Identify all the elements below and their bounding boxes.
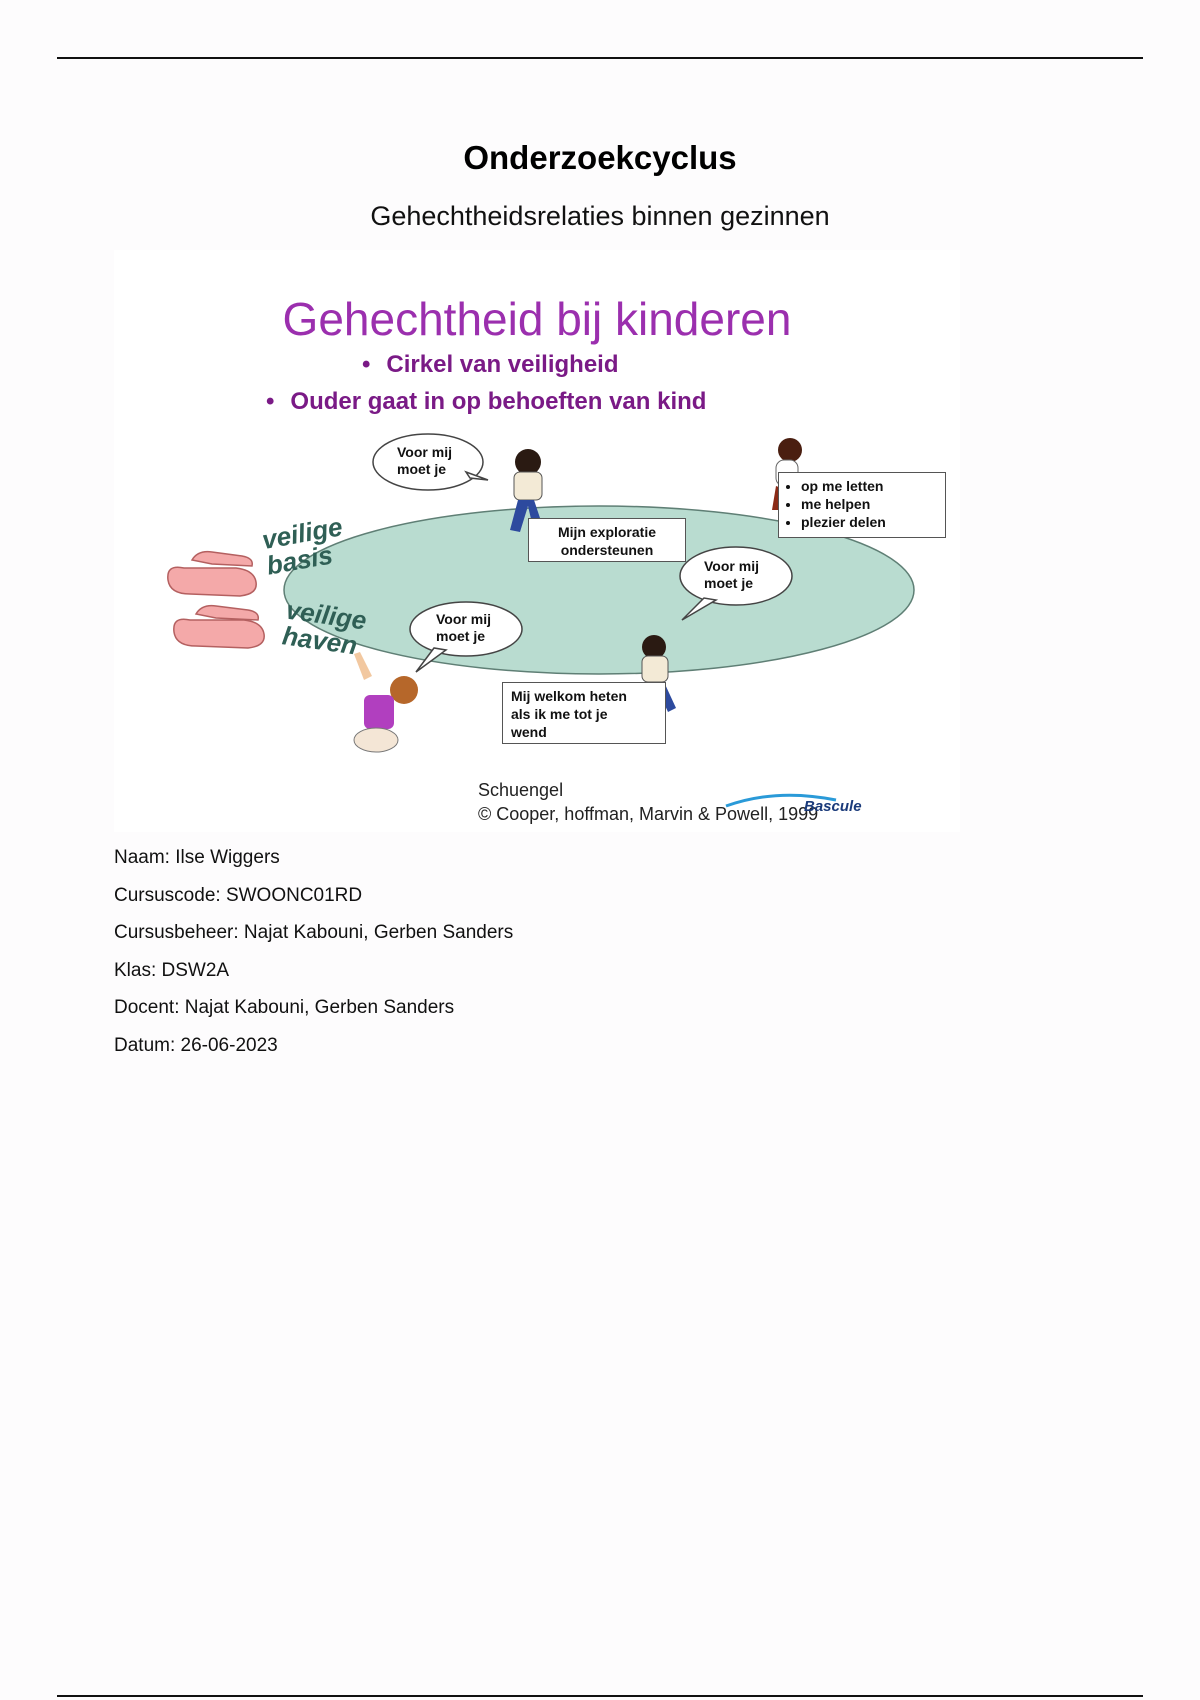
hands-icon: [168, 552, 264, 648]
document-metadata: [114, 846, 513, 1071]
meta-cursuscode: Cursuscode: SWOONC01RD: [114, 884, 363, 906]
figure-title: Gehechtheid bij kinderen: [282, 293, 792, 345]
meta-klas: Klas: DSW2A: [114, 959, 230, 981]
bullet-icon: •: [266, 388, 275, 415]
meta-docent: Docent: Najat Kabouni, Gerben Sanders: [114, 997, 455, 1018]
label-veilige-basis: veilige basis: [259, 511, 345, 581]
exploration-box: Mijn exploratie ondersteunen: [528, 518, 686, 562]
meta-datum: Datum: 26-06-2023: [114, 1034, 278, 1056]
needs-list-item: • me helpen: [801, 495, 937, 513]
needs-list-box: [778, 472, 946, 538]
meta-cursusbeheer: Cursusbeheer: Najat Kabouni, Gerben Sanders: [114, 922, 514, 943]
document-title: Onderzoekcyclus: [463, 139, 737, 176]
needs-list-item: • op me letten: [801, 477, 937, 495]
footer-rule: [57, 1695, 1143, 1697]
document-subtitle: Gehechtheidsrelaties binnen gezinnen: [370, 201, 830, 231]
bullet-icon: •: [362, 351, 371, 378]
speech-bubble-right: Voor mij moet je: [704, 558, 759, 591]
attachment-diagram: [114, 250, 960, 832]
speech-bubble-top: Voor mij moet je: [397, 444, 452, 477]
label-veilige-haven: veilige haven: [280, 594, 369, 661]
bascule-logo: Bascule: [804, 798, 862, 815]
bullet-item: • Ouder gaat in op behoeften van kind: [266, 388, 707, 415]
meta-naam: Naam: Ilse Wiggers: [114, 847, 280, 868]
speech-bubble-bottom: Voor mij moet je: [436, 611, 491, 644]
welcome-box: Mij welkom heten als ik me tot je wend: [502, 682, 666, 744]
figure-credit: Schuengel © Cooper, hoffman, Marvin & Powell, 1999: [478, 780, 819, 824]
baby-figure-bottom: [354, 652, 418, 752]
header-rule: [57, 57, 1143, 59]
needs-list-item: • plezier delen: [801, 513, 937, 531]
bullet-item: • Cirkel van veiligheid: [362, 351, 619, 378]
